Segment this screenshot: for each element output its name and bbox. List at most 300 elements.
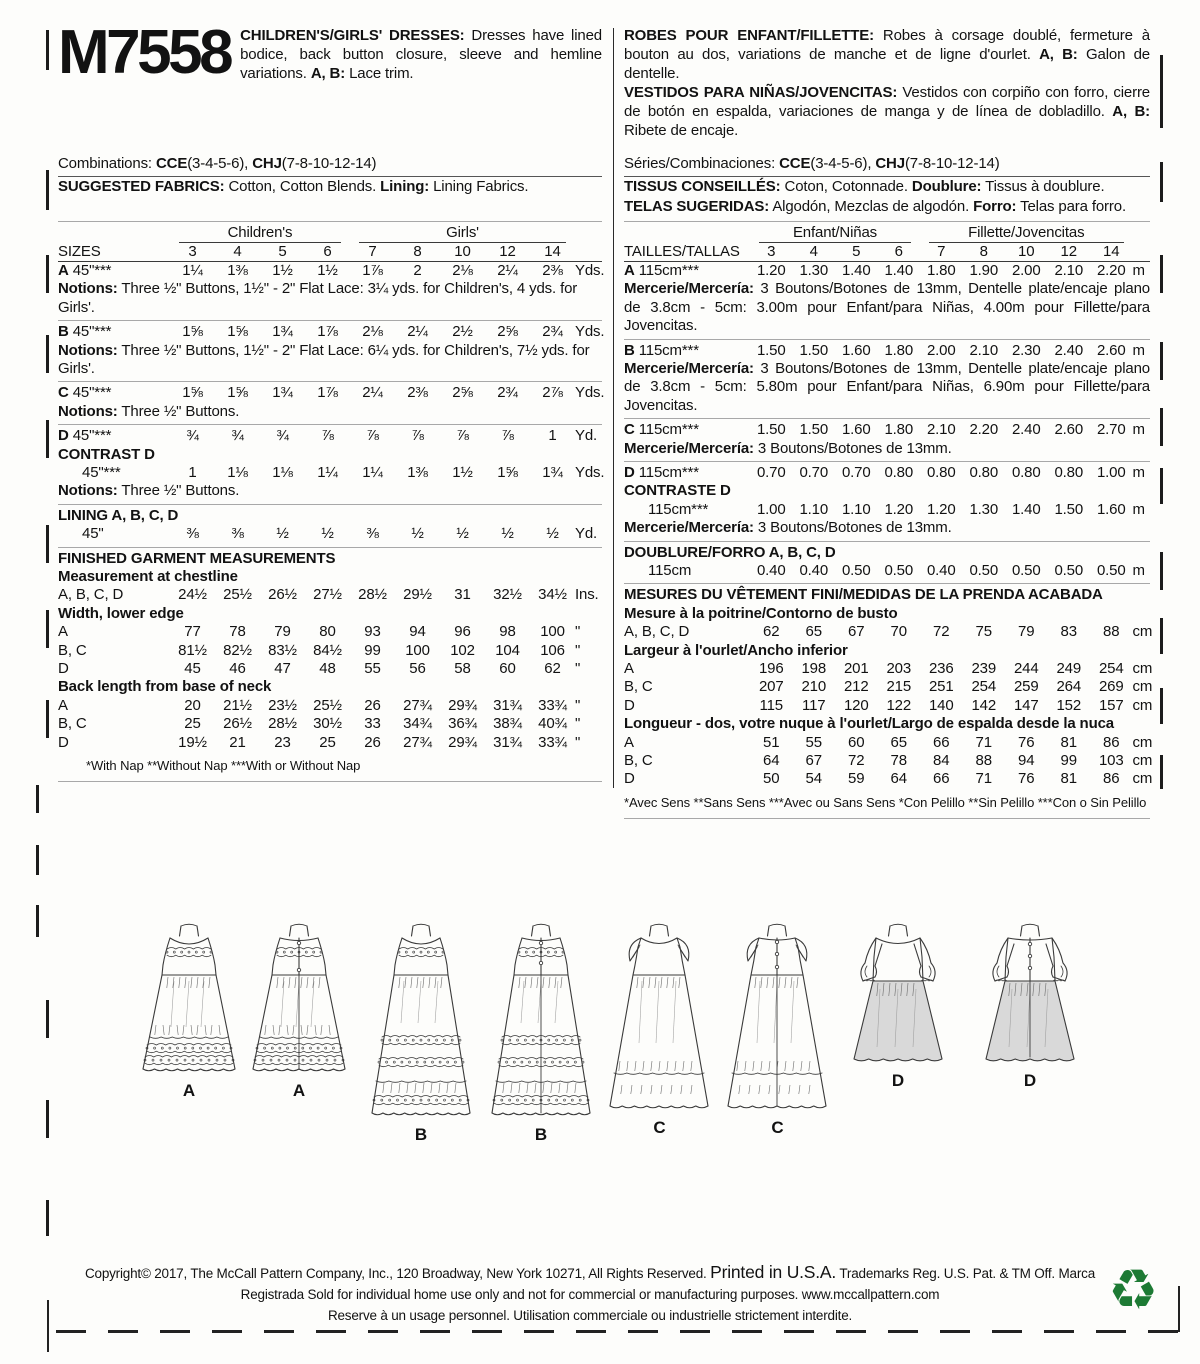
yardage-value: 36¾ [448,715,477,733]
yardage-value: 1¼ [182,261,203,279]
yardage-value: 236 [928,660,954,678]
yardage-value: 59 [848,770,865,788]
yardage-value: 104 [495,641,520,659]
yardage-value: 67 [805,752,822,770]
size-group-label: Enfant/Niñas [759,224,911,243]
dress-line-art [486,923,596,1119]
section-rule [624,583,1150,584]
yardage-value: 1.40 [841,261,871,279]
yardage-value: 25 [184,715,201,733]
table-row [624,752,1153,770]
registration-mark [1160,90,1163,128]
unit-label: m [1132,261,1145,279]
yardage-value: 76 [1018,733,1035,751]
table-row [624,501,1150,519]
yardage-value: 45 [184,660,201,678]
row-label: 115cm [648,562,692,579]
yardage-value: 0.80 [969,463,999,481]
yardage-value: 1.50 [756,341,786,359]
row-label: A [58,623,68,641]
yardage-value: 33¾ [538,733,567,751]
yardage-value: 65 [890,733,907,751]
row-label: B 45"*** [58,323,112,341]
yardage-value: 83½ [268,641,297,659]
yardage-value: 2¼ [362,384,383,402]
row-label: A 45"*** [58,261,112,279]
yardage-value: 2.60 [1054,421,1084,439]
size-group-label: Fillette/Jovencitas [929,224,1124,243]
dress-line-art [602,923,717,1112]
yardage-value: 34½ [538,586,567,604]
section-rule [624,339,1150,340]
section-heading: Largeur à l'ourlet/Ancho inferior [624,641,848,659]
yardage-value: 96 [454,623,471,641]
row-label: A [624,660,634,678]
notions-note: Notions: Three ½" Buttons, 1½" - 2" Flat Lace: 3¼ yds. for Children's, 4 yds. for Girls'. [58,280,578,316]
unit-label: Yds. [575,384,605,402]
row-label: D [58,733,69,751]
size-column-header: 7 [368,242,377,260]
yardage-value: 86 [1103,770,1120,788]
column-french-spanish [610,26,1153,821]
row-label: C 45"*** [58,384,112,402]
dress-view-label: D [891,1071,905,1090]
yardage-value: 25 [319,733,336,751]
registration-mark [46,30,49,70]
description-spanish: VESTIDOS PARA NIÑAS/JOVENCITAS: Vestidos con corpiño con forro, cierre de botón en espalda, variaciones de manga y de línea de dobladillo. A, B: Ribete de encaje. [624,84,1150,139]
registration-mark [46,420,49,458]
yardage-value: 0.50 [1011,562,1041,579]
section-heading: Longueur - dos, votre nuque à l'ourlet/Largo de espalda desde la nuca [624,715,1114,733]
yardage-value: 1⅝ [227,323,248,341]
yardage-value: 1¼ [317,463,338,481]
yardage-value: 33 [364,715,381,733]
dress-view-label: C [653,1118,666,1137]
yardage-value: 2.70 [1096,421,1126,439]
yardage-value: 71 [975,770,992,788]
yardage-value: 1.00 [1096,463,1126,481]
section-rule [58,781,602,782]
description-french: ROBES POUR ENFANT/FILLETTE: Robes à corsage doublé, fermeture à bouton au dos, variations de manche et de ligne d'ourlet. A, B: Galon de dentelle. [624,27,1150,82]
yardage-value: 1.90 [969,261,999,279]
sizes-header-row [624,243,1150,262]
size-column-header: 14 [544,242,561,260]
yardage-value: 51 [763,733,780,751]
notions-note: Notions: Three ½" Buttons. [58,402,240,420]
yardage-table-metric [624,221,1153,819]
section-heading: Measurement at chestline [58,568,238,585]
dress-illustration-c-back [720,923,835,1137]
yardage-value: ⅞ [366,427,379,445]
yardage-value: 33¾ [538,696,567,714]
section-rule [58,320,602,321]
yardage-value: 2.20 [1096,261,1126,279]
yardage-value: 1.50 [1054,500,1084,518]
yardage-value: 2.40 [1054,341,1084,359]
yardage-value: 2¼ [497,261,518,279]
suggested-fabrics-french: TISSUS CONSEILLÉS: Coton, Cotonnade. Doublure: Tissus à doublure. [624,177,1105,195]
yardage-value: 122 [886,696,912,714]
notions-note: Notions: Three ½" Buttons, 1½" - 2" Flat Lace: 6¼ yds. for Children's, 7½ yds. for Girls'. [58,341,590,377]
section-heading: CONTRAST D [58,445,155,463]
yardage-value: 2.10 [926,421,956,439]
yardage-value: ½ [276,525,289,543]
yardage-value: 2.00 [926,341,956,359]
yardage-value: 2⅛ [452,261,473,279]
size-column-header: 8 [413,242,422,260]
yardage-value: 249 [1056,660,1082,678]
yardage-value: 1.40 [884,261,914,279]
yardage-value: 100 [405,641,430,659]
yardage-value: 28½ [268,715,297,733]
cut-line [56,1330,1180,1333]
yardage-value: 1⅞ [317,323,338,341]
footer [60,1262,1120,1326]
yardage-value: 1⅝ [182,323,203,341]
dress-line-art [720,923,835,1112]
notions-note: Mercerie/Mercería: 3 Boutons/Botones de 13mm. [624,519,952,537]
yardage-value: 0.80 [884,463,914,481]
dress-illustration-b-back [486,923,596,1144]
yardage-value: 55 [364,660,381,678]
unit-label: Yds. [575,463,605,481]
yardage-value: ¾ [276,427,289,445]
yardage-value: 62 [544,660,561,678]
yardage-value: 1.50 [756,421,786,439]
yardage-value: 70 [890,623,907,641]
yardage-value: 81 [1060,770,1077,788]
yardage-value: 0.40 [799,562,829,579]
yardage-value: 76 [1018,770,1035,788]
description-english: CHILDREN'S/GIRLS' DRESSES: Dresses have lined bodice, back button closure, sleeve and hemline variations. A, B: Lace trim. [240,27,602,82]
registration-mark [46,1100,49,1138]
registration-mark [46,255,49,293]
suggested-fabrics-spanish: TELAS SUGERIDAS: Algodón, Mezclas de algodón. Forro: Telas para forro. [624,198,1126,215]
yardage-value: 27¾ [403,733,432,751]
cut-line-corner-mark [1178,1286,1180,1332]
yardage-value: 60 [848,733,865,751]
registration-mark [1160,162,1163,202]
spacer [58,224,170,243]
yardage-value: 212 [843,678,869,696]
fabrics-block-english [58,154,602,218]
yardage-value: 102 [450,641,475,659]
yardage-value: 20 [184,696,201,714]
row-label: B, C [624,752,653,770]
yardage-value: 251 [928,678,954,696]
yardage-value: 259 [1013,678,1039,696]
section-rule [58,547,602,548]
yardage-value: 50 [763,770,780,788]
yardage-value: 1.50 [799,421,829,439]
yardage-value: 21½ [223,696,252,714]
combinations-english: Combinations: CCE(3-4-5-6), CHJ(7-8-10-12-14) [58,154,602,177]
yardage-value: 32½ [493,586,522,604]
yardage-value: 1⅝ [182,384,203,402]
yardage-value: 1.20 [926,500,956,518]
yardage-value: 1.30 [799,261,829,279]
yardage-value: 31 [454,586,471,604]
yardage-value: 1⅛ [227,463,248,481]
yardage-value: 23½ [268,696,297,714]
unit-label: " [575,660,581,678]
yardage-value: 27½ [313,586,342,604]
yardage-value: 79 [1018,623,1035,641]
table-row [624,733,1153,752]
section-rule [624,221,1150,222]
section-heading: Back length from base of neck [58,678,272,696]
registration-mark [1160,618,1163,654]
size-group-label: Girls' [359,224,566,243]
yardage-value: 0.70 [756,463,786,481]
dress-line-art [970,923,1090,1065]
footer-usage-line: Registrada Sold for individual home use only and not for commercial or manufacturing purposes. www.mccallpattern.com [240,1287,940,1302]
yardage-value: 98 [499,623,516,641]
yardage-value: 66 [933,733,950,751]
yardage-value: 115 [759,696,783,714]
yardage-value: 24½ [178,586,207,604]
yardage-value: 2⅝ [497,323,518,341]
yardage-value: 21 [229,733,246,751]
row-label: 45"*** [82,463,121,481]
yardage-value: 94 [409,623,426,641]
yardage-value: 269 [1098,678,1124,696]
table-row [58,623,602,641]
yardage-value: 142 [971,696,997,714]
section-rule [624,461,1150,462]
unit-label: Yds. [575,323,605,341]
notions-note: Mercerie/Mercería: 3 Boutons/Botones de 13mm. [624,439,952,457]
yardage-value: 84½ [313,641,342,659]
yardage-value: 2.40 [1011,421,1041,439]
yardage-value: 25½ [223,586,252,604]
row-label: D [624,770,635,788]
yardage-value: 1⅛ [272,463,293,481]
yardage-value: ½ [456,525,469,543]
size-column-header: 6 [894,242,903,260]
yardage-value: 103 [1098,752,1124,770]
notions-note: Notions: Three ½" Buttons. [58,482,240,500]
registration-mark [1160,408,1163,446]
yardage-value: 99 [1060,752,1077,770]
yardage-value: 0.80 [1011,463,1041,481]
yardage-value: 81½ [178,641,207,659]
registration-mark [1160,552,1163,590]
unit-label: Yds. [575,261,605,279]
yardage-value: 147 [1013,696,1039,714]
yardage-value: 75 [975,623,992,641]
yardage-value: ⅞ [501,427,514,445]
yardage-value: 40¾ [538,715,567,733]
registration-mark [46,610,49,648]
size-column-header: 10 [454,242,471,260]
yardage-value: 0.70 [841,463,871,481]
yardage-value: ¾ [231,427,244,445]
yardage-value: ½ [546,525,559,543]
row-label: 115cm*** [648,500,709,518]
column-english [58,18,610,821]
size-column-header: 5 [852,242,861,260]
yardage-value: 72 [848,752,865,770]
yardage-value: ½ [411,525,424,543]
dress-illustration-a-front [134,923,244,1100]
section-heading: LINING A, B, C, D [58,506,179,524]
size-column-header: 4 [809,242,818,260]
unit-label: cm [1132,770,1153,788]
yardage-value: 1¾ [542,463,563,481]
main-columns [58,18,1158,821]
dress-illustration-c-front [602,923,717,1137]
registration-mark [1160,342,1163,380]
row-label: D [624,696,635,714]
section-rule [624,541,1150,542]
yardage-value: 0.50 [1096,562,1126,579]
table-row [624,696,1153,715]
table-row [58,384,605,402]
dress-illustration-d-front [838,923,958,1090]
yardage-value: 2½ [452,323,473,341]
yardage-value: 78 [229,623,246,641]
registration-mark [46,1200,49,1236]
yardage-value: 1¾ [272,384,293,402]
table-row [58,323,605,341]
row-label: A, B, C, D [58,586,124,604]
yardage-value: 2.00 [1011,261,1041,279]
yardage-value: 264 [1056,678,1082,696]
yardage-value: 79 [274,623,291,641]
yardage-value: 30½ [313,715,342,733]
yardage-value: 80 [319,623,336,641]
yardage-value: 100 [540,623,565,641]
yardage-value: 0.40 [756,562,786,579]
row-label: A [624,733,634,751]
yardage-value: 29¾ [448,696,477,714]
yardage-value: 48 [319,660,336,678]
yardage-value: 27¾ [403,696,432,714]
row-label: B, C [58,641,87,659]
size-column-header: 5 [278,242,287,260]
size-column-header: 6 [323,242,332,260]
yardage-value: 140 [928,696,954,714]
row-label: B, C [58,715,87,733]
unit-label: m [1132,463,1145,481]
yardage-value: 86 [1103,733,1120,751]
table-row [58,427,602,445]
yardage-value: 1 [188,463,197,481]
yardage-value: 1.60 [841,341,871,359]
nap-footnote: *Avec Sens **Sans Sens ***Avec ou Sans Sens *Con Pelillo **Sin Pelillo ***Con o Sin Pelillo [624,794,1147,810]
pattern-number: M7558 [58,18,231,87]
unit-label: " [575,623,581,641]
yardage-value: 0.70 [799,463,829,481]
yardage-value: 25½ [313,696,342,714]
section-heading: DOUBLURE/FORRO A, B, C, D [624,543,836,561]
unit-label: cm [1132,623,1153,641]
notions-note: Mercerie/Mercería: 3 Boutons/Botones de 13mm, Dentelle plate/encaje plano de 3.8cm - 5cm: 3.00m pour Enfant/para Niñas, 4.00m pour Fillette/para Jovencitas. [624,280,1150,335]
table-row [624,678,1153,696]
table-row [58,715,602,733]
dress-line-art [838,923,958,1065]
yardage-value: 1.80 [926,261,956,279]
yardage-value: 1⅞ [362,261,383,279]
table-row [624,623,1153,641]
yardage-value: 88 [975,752,992,770]
dress-illustration-d-back [970,923,1090,1090]
dress-line-art [366,923,476,1119]
row-label: A [58,696,68,714]
nap-footnote: *With Nap **Without Nap ***With or Without Nap [86,758,361,774]
yardage-value: 2.60 [1096,341,1126,359]
yardage-value: 254 [1098,660,1124,678]
unit-label: m [1132,562,1145,579]
yardage-value: 0.80 [926,463,956,481]
yardage-value: 2.30 [1011,341,1041,359]
row-label: A, B, C, D [624,623,690,641]
yardage-value: ¾ [186,427,199,445]
size-column-header: 8 [979,242,988,260]
section-heading: Mesure à la poitrine/Contorno de busto [624,604,898,622]
section-heading: Width, lower edge [58,604,184,622]
dress-view-label: C [771,1118,784,1137]
yardage-value: 83 [1060,623,1077,641]
yardage-value: 0.40 [926,562,956,579]
unit-label: " [575,641,581,659]
yardage-value: ⅞ [321,427,334,445]
yardage-value: 67 [848,623,865,641]
yardage-value: 71 [975,733,992,751]
recycle-icon: ♻ [1108,1258,1159,1321]
yardage-value: 0.80 [1054,463,1084,481]
section-heading: CONTRASTE D [624,482,731,500]
yardage-value: 47 [274,660,291,678]
yardage-value: 64 [890,770,907,788]
yardage-value: 1.30 [969,500,999,518]
yardage-value: 19½ [178,733,207,751]
column-divider-line [613,28,614,788]
yardage-value: 2.20 [969,421,999,439]
yardage-value: 2⅞ [542,384,563,402]
yardage-value: 152 [1056,696,1082,714]
yardage-value: 84 [933,752,950,770]
yardage-value: 198 [801,660,827,678]
size-group-header-row [58,224,602,243]
row-label: D 115cm*** [624,463,699,481]
dress-line-art [244,923,354,1075]
yardage-value: 0.50 [1054,562,1084,579]
unit-label: Yd. [575,427,598,445]
yardage-value: 210 [801,678,827,696]
registration-mark [36,785,39,813]
yardage-value: 82½ [223,641,252,659]
yardage-value: 28½ [358,586,387,604]
yardage-value: 46 [229,660,246,678]
unit-label: m [1132,500,1145,518]
yardage-value: 117 [802,696,826,714]
yardage-value: 81 [1060,733,1077,751]
yardage-value: 2.10 [969,341,999,359]
yardage-table-english [58,221,605,782]
registration-mark [1160,468,1163,504]
size-column-header: 3 [767,242,776,260]
table-row [624,770,1153,788]
intro-english [58,18,602,154]
yardage-value: 77 [184,623,201,641]
combinations-french: Séries/Combinaciones: CCE(3-4-5-6), CHJ(7-8-10-12-14) [624,154,1150,177]
table-row [58,586,602,604]
yardage-value: 196 [758,660,784,678]
yardage-value: 34¾ [403,715,432,733]
dress-line-art [134,923,244,1075]
